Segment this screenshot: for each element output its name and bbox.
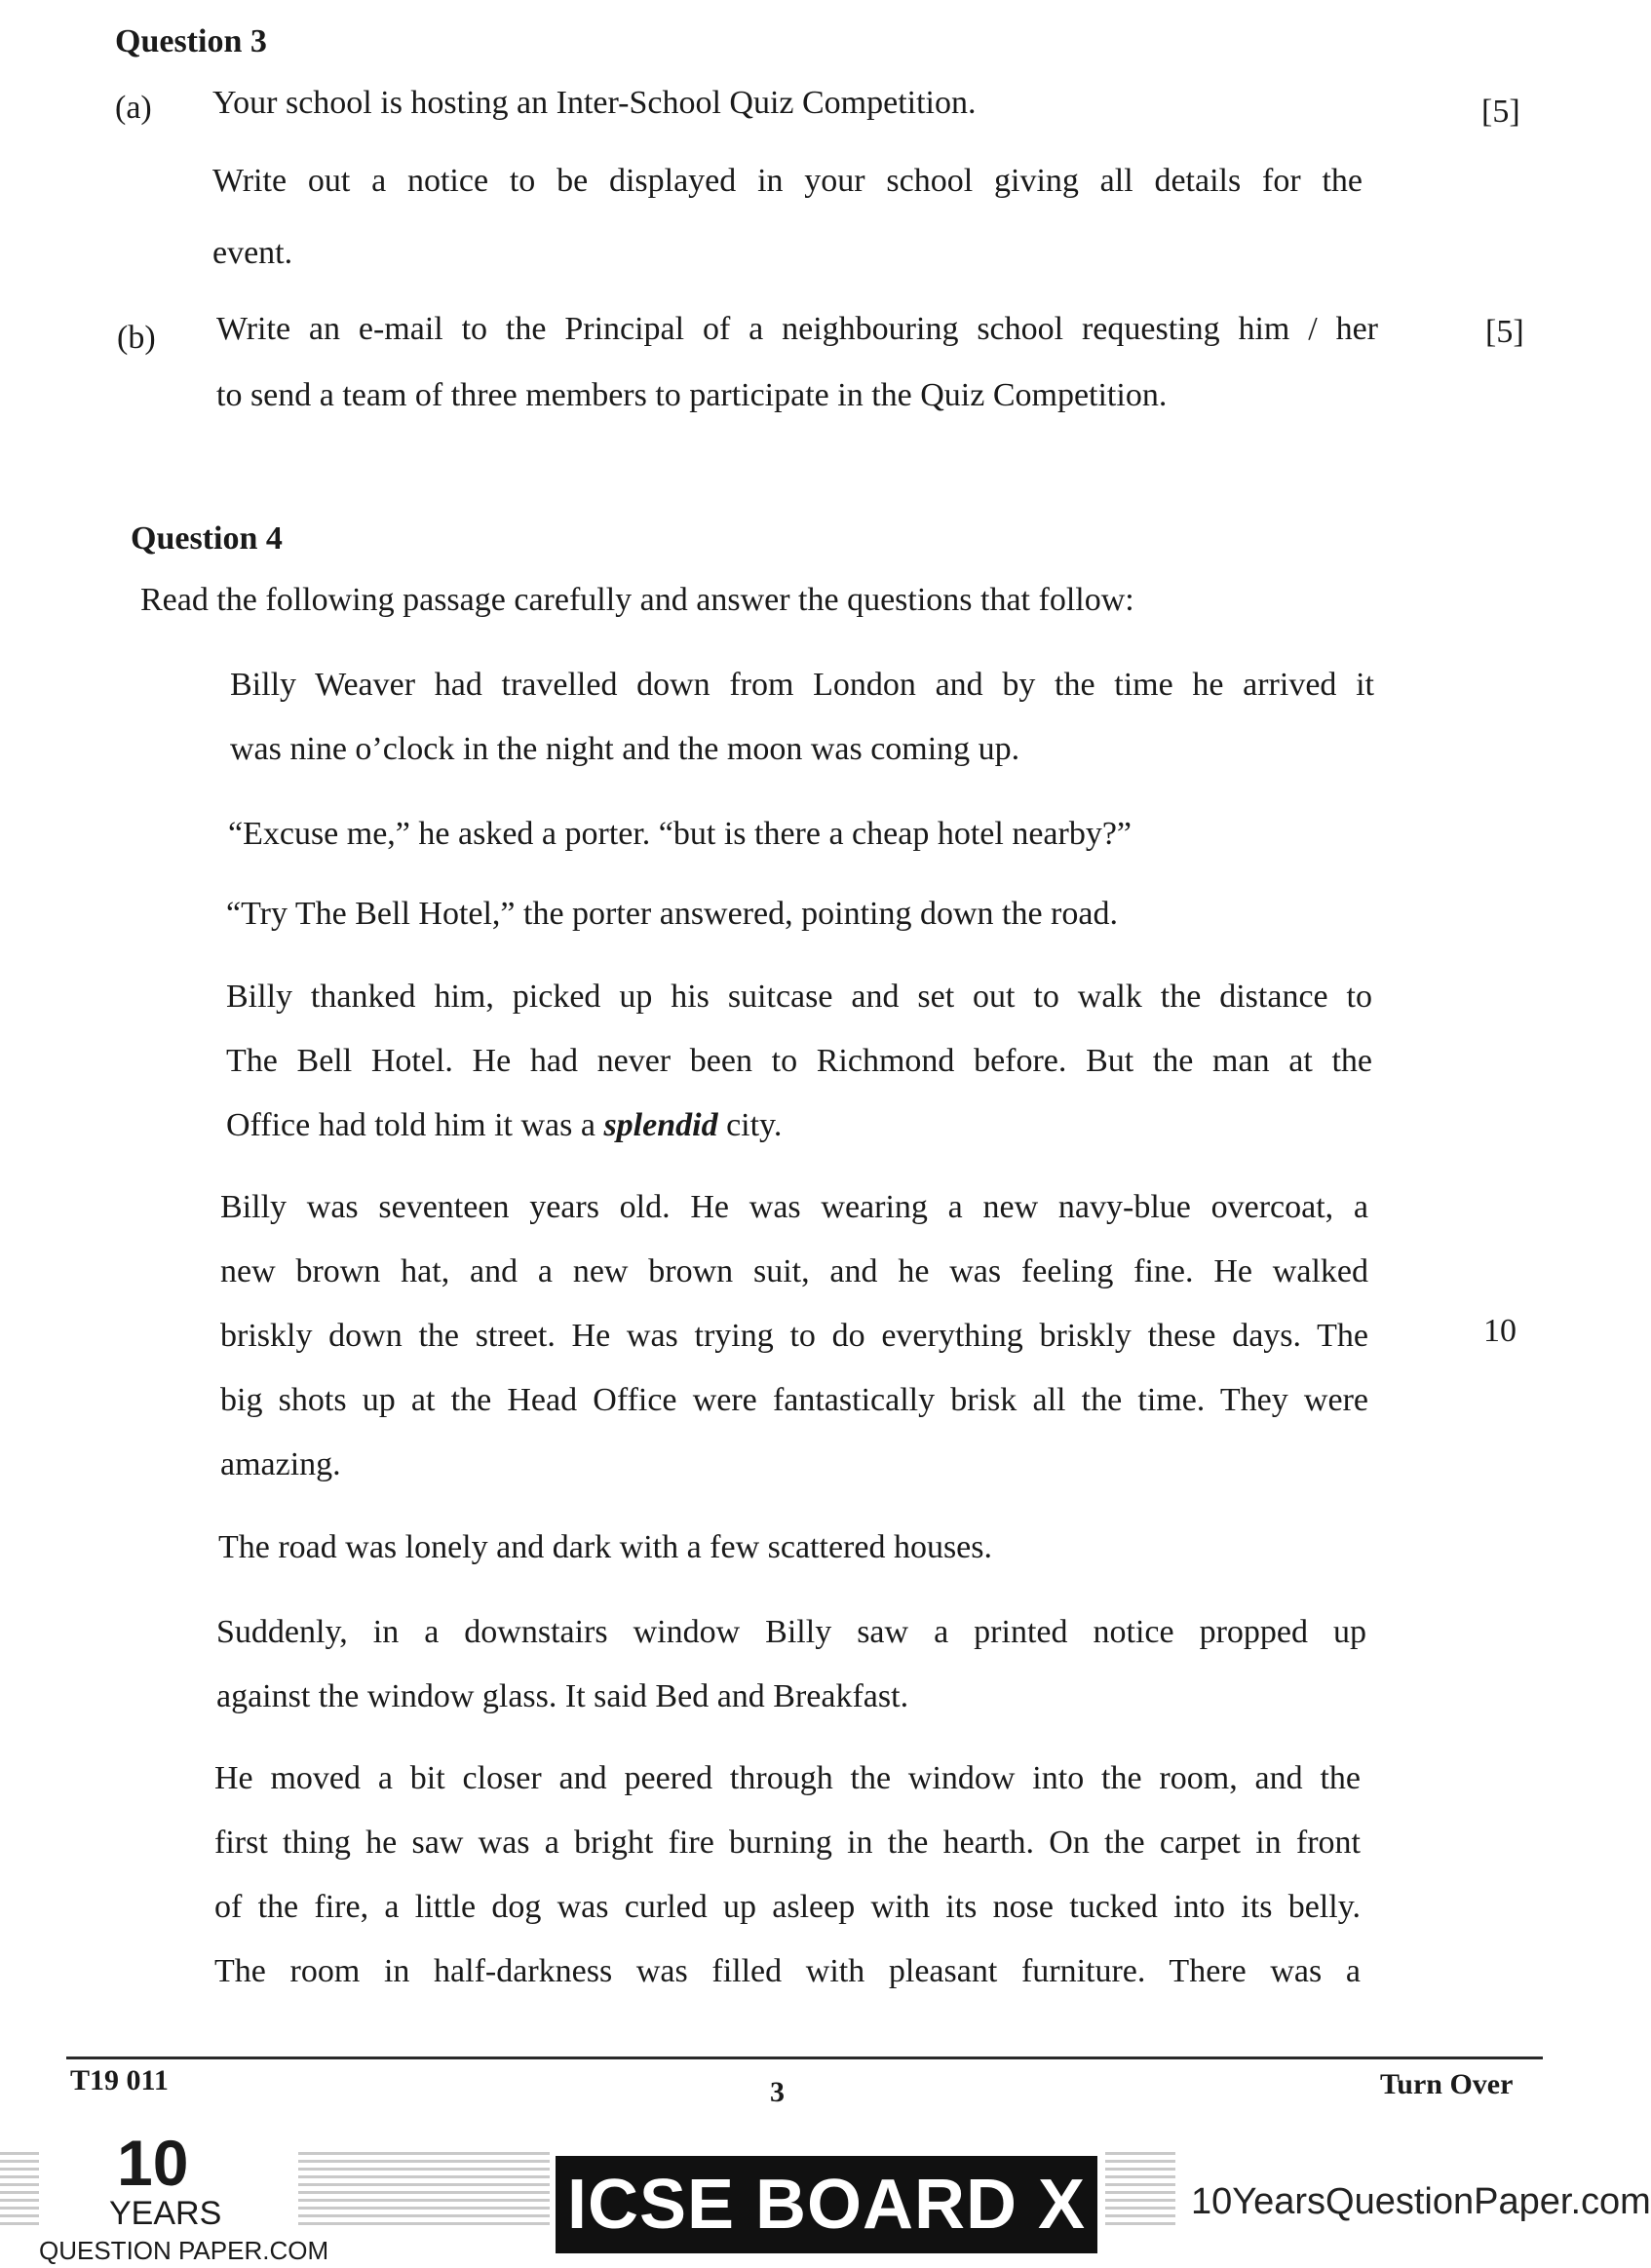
passage-paragraph-4: [226, 965, 1372, 1158]
passage-paragraph-6: The road was lonely and dark with a few scattered houses.: [218, 1529, 993, 1565]
line-number: 10: [1483, 1313, 1517, 1349]
passage-paragraph-2: “Excuse me,” he asked a porter. “but is there a cheap hotel nearby?”: [228, 816, 1132, 852]
logo-years: YEARS: [109, 2195, 222, 2232]
q4-instruction: Read the following passage carefully and answer the questions that follow:: [140, 582, 1134, 618]
emphasized-word: splendid: [603, 1107, 718, 1143]
banner-stripes-right: [1105, 2152, 1175, 2230]
passage-line: Billy thanked him, picked up his suitcase and set out to walk the distance to: [226, 979, 1372, 1015]
passage-line: Billy Weaver had travelled down from London and by the time he arrived it: [230, 667, 1374, 703]
page-number: 3: [770, 2076, 785, 2108]
passage-line: briskly down the street. He was trying to do everything briskly these days. The: [220, 1318, 1368, 1354]
passage-line: The room in half-darkness was filled with pleasant furniture. There was a: [214, 1953, 1361, 1989]
board-banner: ICSE BOARD X: [556, 2156, 1097, 2253]
passage-paragraph-5: [220, 1175, 1368, 1497]
passage-paragraph-1: [230, 653, 1374, 782]
passage-line: big shots up at the Head Office were fantastically brisk all the time. They were: [220, 1382, 1368, 1418]
passage-paragraph-3: “Try The Bell Hotel,” the porter answered, pointing down the road.: [226, 896, 1118, 932]
passage-line: against the window glass. It said Bed and Breakfast.: [216, 1678, 909, 1714]
paper-code: T19 011: [70, 2064, 169, 2096]
footer-divider: [66, 2057, 1543, 2059]
passage-line: of the fire, a little dog was curled up asleep with its nose tucked into its belly.: [214, 1889, 1361, 1925]
q3b-line2: to send a team of three members to participate in the Quiz Competition.: [216, 377, 1168, 413]
passage-line: amazing.: [220, 1446, 341, 1482]
q3a-line2: Write out a notice to be displayed in your school giving all details for the: [212, 163, 1363, 199]
passage-line: The Bell Hotel. He had never been to Richmond before. But the man at the: [226, 1043, 1372, 1079]
question-3-heading: Question 3: [115, 23, 267, 59]
q3b-line1: Write an e-mail to the Principal of a neighbouring school requesting him / her: [216, 311, 1378, 347]
question-4-heading: Question 4: [131, 520, 283, 557]
q3a-line1: Your school is hosting an Inter-School Quiz Competition.: [212, 85, 977, 121]
q3b-label: (b): [117, 320, 156, 356]
turn-over-label: Turn Over: [1380, 2068, 1514, 2100]
logo-number: 10: [117, 2127, 189, 2199]
passage-paragraph-7: [216, 1600, 1366, 1729]
logo-subtitle: QUESTION PAPER.COM: [39, 2236, 329, 2265]
website-url: 10YearsQuestionPaper.com: [1191, 2181, 1651, 2222]
passage-line: Office had told him it was a splendid city.: [226, 1107, 783, 1143]
q3b-marks: [5]: [1485, 314, 1524, 350]
q3a-marks: [5]: [1481, 94, 1520, 130]
q3a-line3: event.: [212, 235, 293, 271]
passage-paragraph-8: [214, 1747, 1361, 2004]
passage-line: new brown hat, and a new brown suit, and he was feeling fine. He walked: [220, 1253, 1368, 1289]
passage-line: Suddenly, in a downstairs window Billy saw a printed notice propped up: [216, 1614, 1366, 1650]
passage-line: Billy was seventeen years old. He was wearing a new navy-blue overcoat, a: [220, 1189, 1368, 1225]
q3a-label: (a): [115, 90, 152, 126]
passage-line: was nine o’clock in the night and the moon was coming up.: [230, 731, 1020, 767]
banner-stripes-left: [298, 2152, 550, 2230]
passage-line: first thing he saw was a bright fire burning in the hearth. On the carpet in front: [214, 1825, 1361, 1861]
passage-line: He moved a bit closer and peered through the window into the room, and the: [214, 1760, 1361, 1796]
logo-stripes-left: [0, 2152, 39, 2230]
